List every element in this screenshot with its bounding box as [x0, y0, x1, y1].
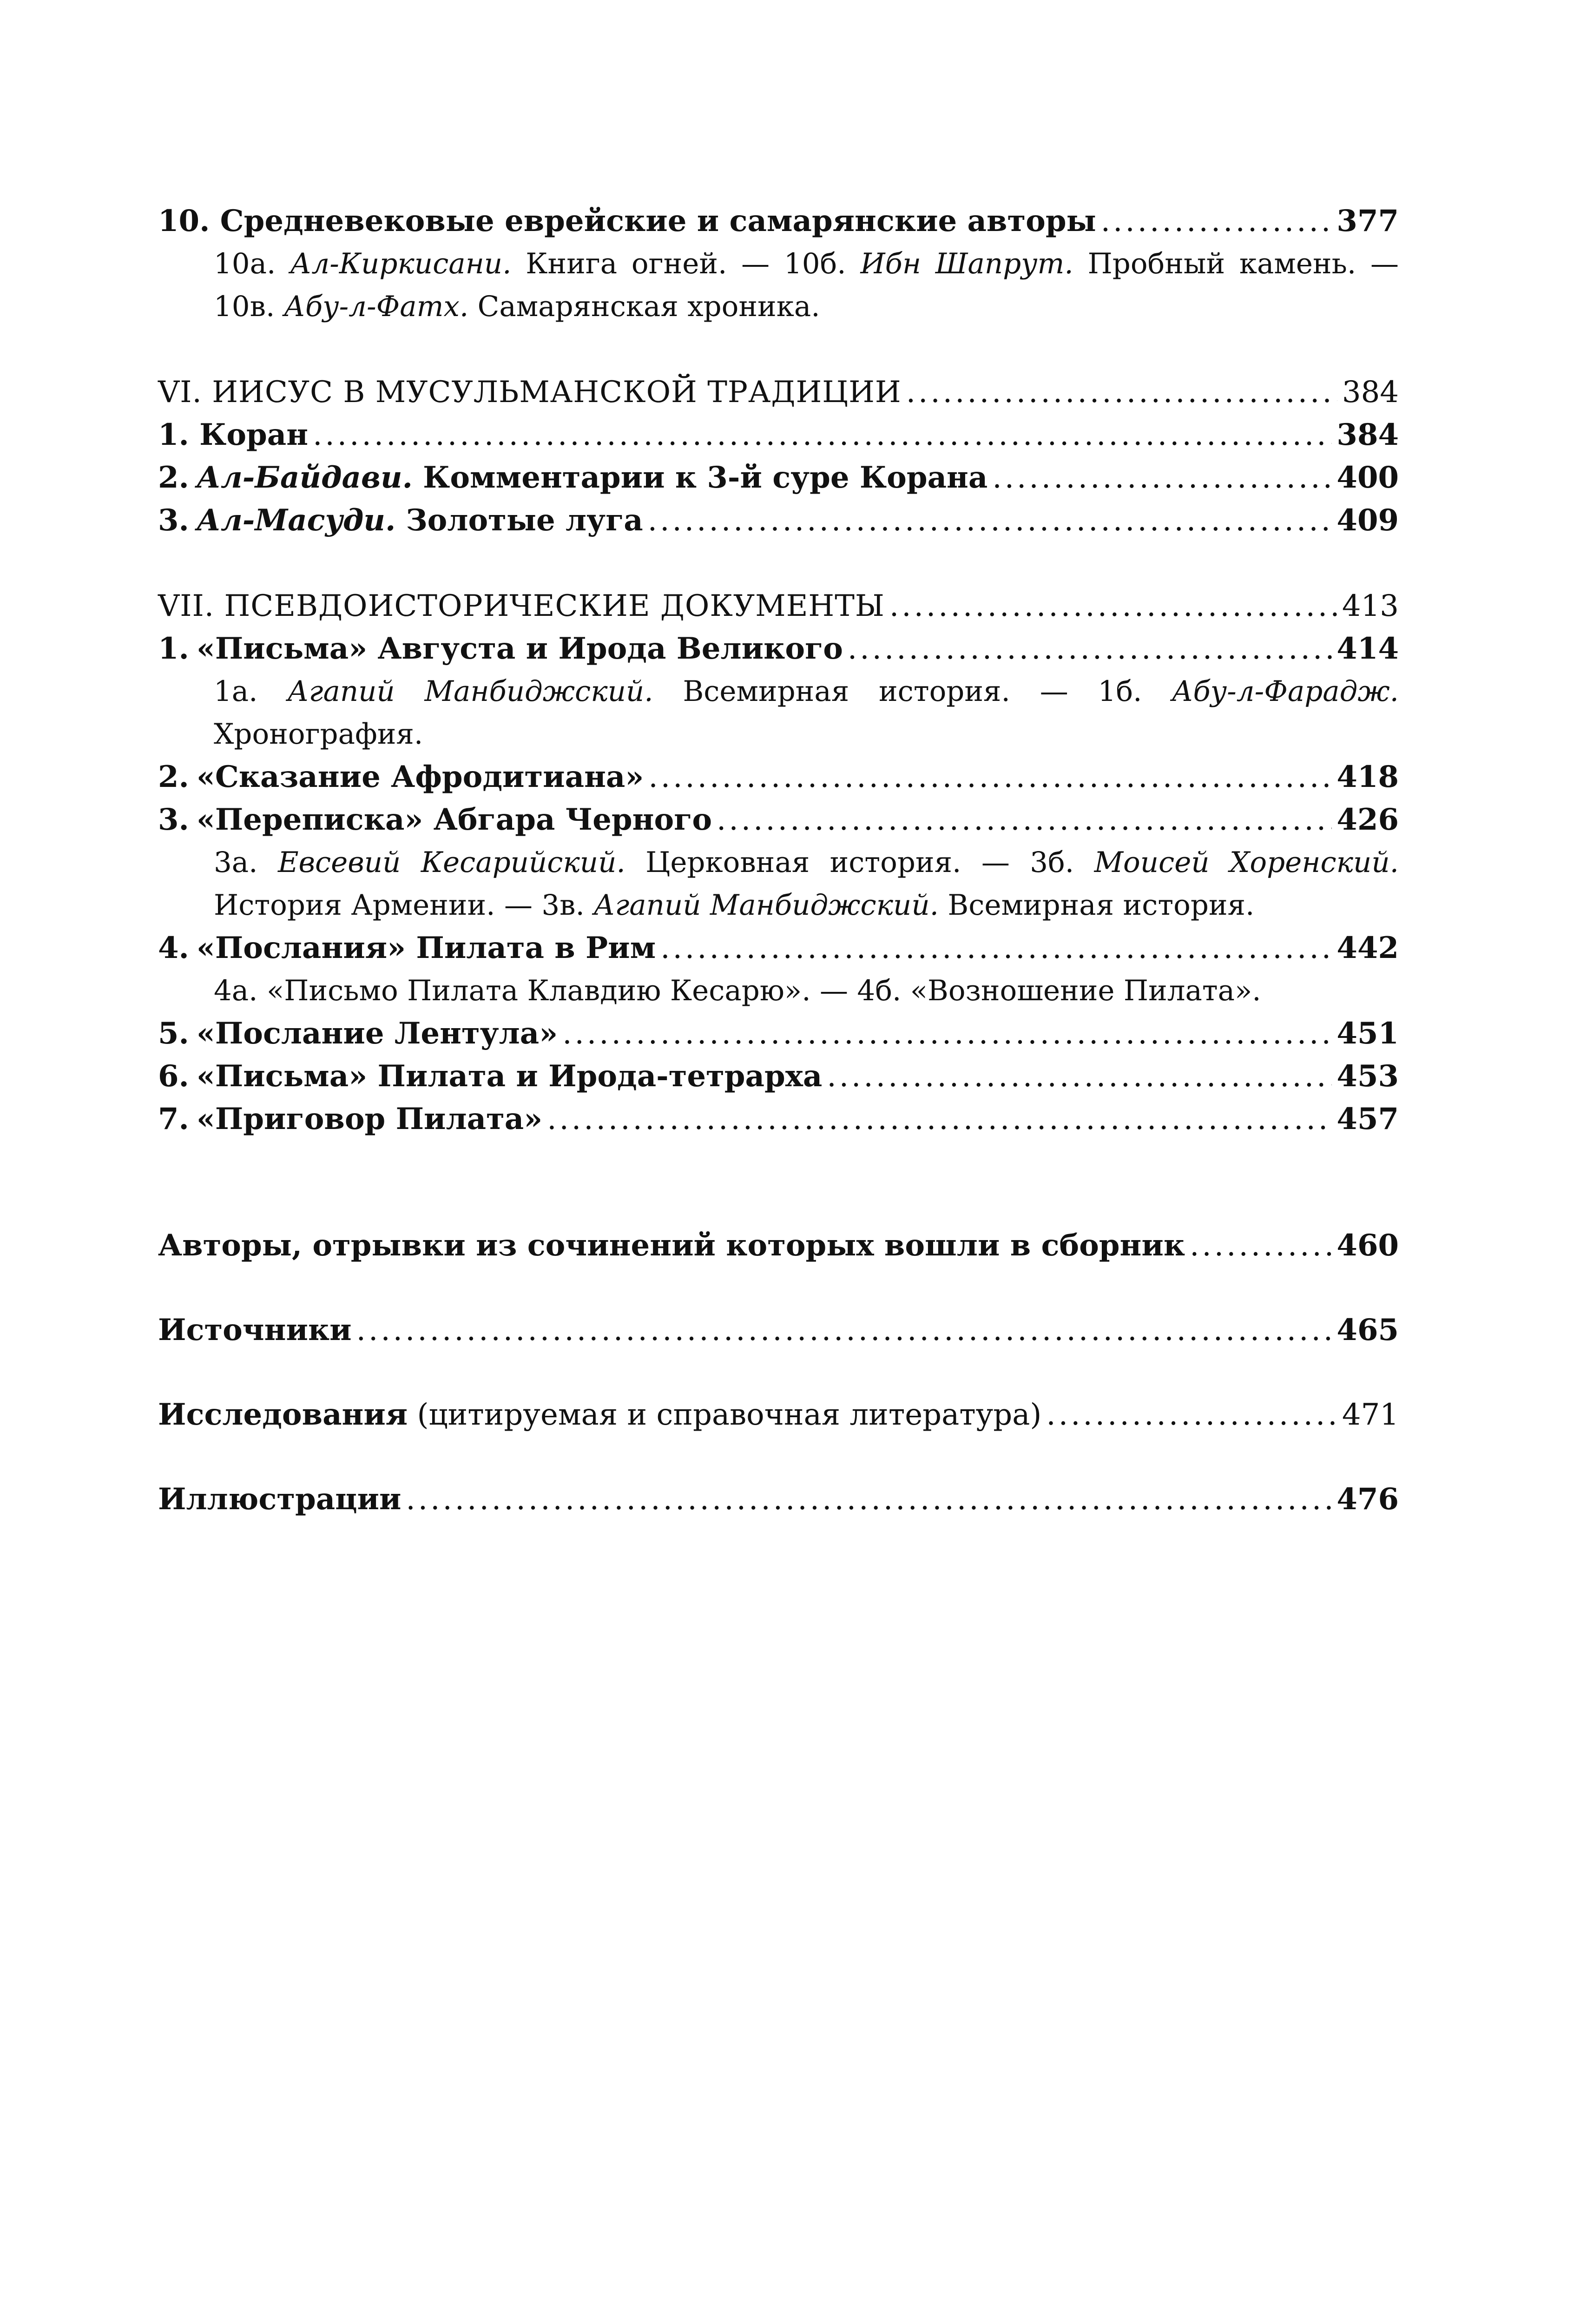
sub-number: 10б. — [783, 247, 846, 280]
toc-entry-title — [158, 499, 643, 542]
entry-number: 3. — [158, 802, 189, 837]
sub-title: Книга огней. — — [526, 247, 770, 280]
toc-entry-title — [158, 1393, 1041, 1436]
toc-entry — [158, 456, 1399, 499]
leader-dots — [648, 499, 1332, 542]
sub-number: 3в. — [541, 889, 585, 922]
toc-entry-title — [158, 799, 712, 841]
entry-work-title: «Переписка» Абгара Черного — [196, 802, 712, 837]
toc-backmatter-entry — [158, 1478, 1399, 1521]
sub-title: История Армении. — — [214, 889, 533, 922]
sub-author: Евсевий Кесарийский. — [277, 846, 625, 879]
toc-page-number: 442 — [1336, 931, 1399, 965]
toc-entry-title: VI. ИИСУС В МУСУЛЬМАНСКОЙ ТРАДИЦИИ — [158, 375, 902, 409]
leader-dots — [547, 1098, 1332, 1141]
toc-entry-title: 10. Средневековые еврейские и самарянские авторы — [158, 204, 1096, 238]
sub-number: 1б. — [1098, 675, 1142, 708]
sub-author: Абу-л-Фатх. — [283, 290, 469, 323]
sub-number: 1а. — [214, 675, 258, 708]
toc-entry-title — [158, 456, 988, 499]
entry-number: 6. — [158, 1059, 189, 1094]
table-of-contents — [158, 200, 1399, 1521]
sub-number: 3а. — [214, 846, 258, 879]
toc-page-number: 377 — [1336, 204, 1399, 238]
toc-subentries — [158, 841, 1399, 927]
toc-backmatter-entry — [158, 1309, 1399, 1352]
toc-entry-title — [158, 1012, 558, 1055]
leader-dots — [889, 585, 1337, 627]
leader-dots — [717, 799, 1332, 841]
leader-dots — [660, 927, 1332, 970]
leader-dots — [827, 1055, 1332, 1098]
leader-dots — [1101, 200, 1332, 243]
entry-author: Ал-Байдави. — [196, 460, 413, 495]
entry-number: 2. — [158, 759, 189, 794]
entry-number: 3. — [158, 503, 189, 538]
sub-author: Ал-Киркисани. — [290, 247, 512, 280]
sub-author: Ибн Шапрут. — [860, 247, 1073, 280]
toc-entry — [158, 627, 1399, 670]
leader-dots — [1046, 1393, 1337, 1436]
entry-number: 7. — [158, 1102, 189, 1136]
sub-title: Самарянская хроника. — [477, 290, 820, 323]
entry-title-bold: Исследования — [158, 1397, 408, 1432]
toc-entry-title — [158, 1098, 542, 1141]
toc-page-number: 476 — [1336, 1482, 1399, 1517]
sub-title: Хронография. — [214, 718, 423, 751]
toc-entry-title: Источники — [158, 1313, 352, 1347]
toc-page-number: 457 — [1336, 1102, 1399, 1136]
leader-dots — [906, 371, 1337, 414]
entry-number: 1. — [158, 631, 189, 666]
entry-title-rest: (цитируемая и справочная литература) — [417, 1398, 1042, 1432]
toc-entry-title — [158, 1055, 822, 1098]
toc-page-number: 409 — [1336, 503, 1399, 538]
sub-title: 4а. «Письмо Пилата Клавдию Кесарю». — — [214, 974, 849, 1007]
toc-entry — [158, 799, 1399, 841]
entry-work-title: «Послания» Пилата в Рим — [196, 931, 656, 965]
sub-number: 10в. — [214, 290, 275, 323]
toc-subentries — [158, 243, 1399, 328]
sub-title: Церковная история. — — [645, 846, 1010, 879]
toc-page-number: 451 — [1336, 1016, 1399, 1051]
sub-title: Всемирная история. — — [683, 675, 1068, 708]
entry-work-title: «Письма» Пилата и Ирода-тетрарха — [196, 1059, 823, 1094]
toc-entry — [158, 756, 1399, 799]
leader-dots — [313, 414, 1332, 456]
toc-page-number: 426 — [1336, 802, 1399, 837]
sub-author: Агапий Манбиджский. — [593, 889, 939, 922]
toc-entry — [158, 200, 1399, 243]
toc-entry-title: Иллюстрации — [158, 1482, 402, 1517]
toc-page-number: 413 — [1342, 589, 1399, 623]
toc-entry — [158, 414, 1399, 456]
toc-entry-title — [158, 756, 644, 799]
toc-section-heading — [158, 585, 1399, 627]
toc-entry-title: Авторы, отрывки из сочинений которых вошли в сборник — [158, 1228, 1185, 1263]
toc-section-heading — [158, 371, 1399, 414]
toc-entry-title — [158, 627, 843, 670]
entry-author: Ал-Масуди. — [196, 503, 396, 538]
toc-page-number: 384 — [1342, 375, 1399, 409]
leader-dots — [406, 1478, 1332, 1521]
entry-number: 2. — [158, 460, 189, 495]
toc-page-number: 384 — [1336, 417, 1399, 452]
toc-subentries — [158, 970, 1399, 1012]
leader-dots — [648, 756, 1332, 799]
toc-entry-title: VII. ПСЕВДОИСТОРИЧЕСКИЕ ДОКУМЕНТЫ — [158, 589, 885, 623]
toc-entry — [158, 499, 1399, 542]
leader-dots — [562, 1012, 1332, 1055]
entry-work-title: «Приговор Пилата» — [196, 1102, 543, 1136]
toc-backmatter-entry — [158, 1224, 1399, 1267]
entry-work-title: Комментарии к 3-й суре Корана — [423, 460, 988, 495]
entry-work-title: «Письма» Августа и Ирода Великого — [196, 631, 843, 666]
toc-page-number: 453 — [1336, 1059, 1399, 1094]
toc-entry-title — [158, 927, 656, 970]
entry-work-title: «Послание Лентула» — [196, 1016, 558, 1051]
toc-page-number: 471 — [1342, 1398, 1399, 1432]
sub-title: 4б. «Возношение Пилата». — [857, 974, 1261, 1007]
toc-page-number: 400 — [1336, 460, 1399, 495]
toc-page-number: 414 — [1336, 631, 1399, 666]
toc-page-number: 465 — [1336, 1313, 1399, 1347]
toc-entry — [158, 1055, 1399, 1098]
toc-entry — [158, 1012, 1399, 1055]
sub-author: Агапий Манбиджский. — [287, 675, 653, 708]
toc-entry — [158, 927, 1399, 970]
toc-entry-title: 1. Коран — [158, 417, 309, 452]
entry-work-title: «Сказание Афродитиана» — [196, 759, 644, 794]
leader-dots — [1190, 1224, 1332, 1267]
toc-subentries — [158, 670, 1399, 756]
sub-title: Всемирная история. — [948, 889, 1255, 922]
toc-backmatter-entry — [158, 1393, 1399, 1436]
entry-number: 4. — [158, 931, 189, 965]
sub-number: 10а. — [214, 247, 276, 280]
leader-dots — [992, 456, 1332, 499]
toc-entry — [158, 1098, 1399, 1141]
toc-page-number: 460 — [1336, 1228, 1399, 1263]
leader-dots — [848, 627, 1332, 670]
entry-number: 5. — [158, 1016, 189, 1051]
entry-work-title: Золотые луга — [406, 503, 643, 538]
leader-dots — [356, 1309, 1332, 1352]
sub-number: 3б. — [1030, 846, 1074, 879]
sub-author: Моисей Хоренский. — [1094, 846, 1399, 879]
sub-author: Абу-л-Фарадж. — [1172, 675, 1399, 708]
sub-title: Пробный камень. — — [1087, 247, 1399, 280]
toc-page-number: 418 — [1336, 759, 1399, 794]
